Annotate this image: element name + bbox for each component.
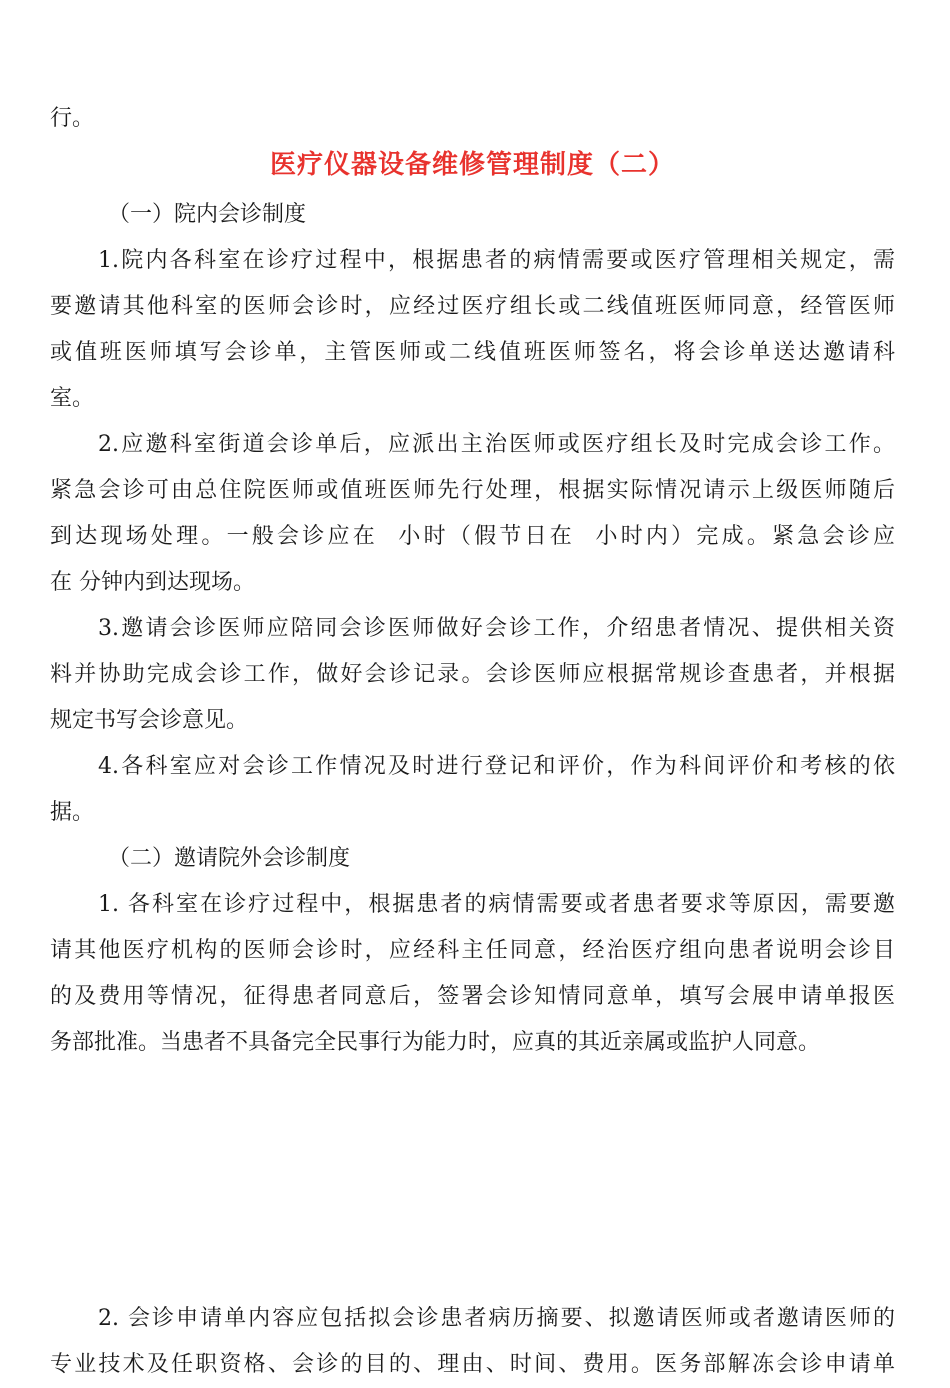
paragraph xyxy=(50,606,895,744)
document-title: 医疗仪器设备维修管理制度（二） xyxy=(269,150,675,180)
paragraph-line: 据。 xyxy=(50,800,95,825)
paragraph-line: 到达现场处理。一般会诊应在 小时（假节日在 小时内）完成。紧急会诊应 xyxy=(50,524,895,549)
paragraph-line: 在 分钟内到达现场。 xyxy=(50,570,255,595)
section-heading: （二）邀请院外会诊制度 xyxy=(108,846,351,871)
paragraph-line: 专业技术及任职资格、会诊的目的、理由、时间、费用。医务部解冻会诊申请单 xyxy=(50,1352,895,1377)
paragraph-line: 规定书写会诊意见。 xyxy=(50,708,249,733)
paragraph xyxy=(50,882,895,1066)
paragraph xyxy=(50,1296,895,1388)
paragraph-line: 2.应邀科室街道会诊单后，应派出主治医师或医疗组长及时完成会诊工作。 xyxy=(98,432,895,457)
paragraph xyxy=(50,744,895,836)
paragraph-line: 的及费用等情况，征得患者同意后，签署会诊知情同意单，填写会展申请单报医 xyxy=(50,984,895,1009)
paragraph-line: 务部批准。当患者不具备完全民事行为能力时，应真的其近亲属或监护人同意。 xyxy=(50,1030,821,1055)
paragraph-line: 料并协助完成会诊工作，做好会诊记录。会诊医师应根据常规诊查患者，并根据 xyxy=(50,662,895,687)
paragraph-line: 或值班医师填写会诊单，主管医师或二线值班医师签名，将会诊单送达邀请科 xyxy=(50,340,895,365)
paragraph-line: 1. 各科室在诊疗过程中，根据患者的病情需要或者患者要求等原因，需要邀 xyxy=(98,892,895,917)
document-page xyxy=(50,96,895,1388)
section-heading: （一）院内会诊制度 xyxy=(108,202,307,227)
paragraph-line: 1.院内各科室在诊疗过程中，根据患者的病情需要或医疗管理相关规定，需 xyxy=(98,248,895,273)
continuation-fragment: 行。 xyxy=(50,106,95,131)
paragraph-line: 紧急会诊可由总住院医师或值班医师先行处理，根据实际情况请示上级医师随后 xyxy=(50,478,895,503)
paragraph-line: 室。 xyxy=(50,386,95,411)
paragraph-line: 请其他医疗机构的医师会诊时，应经科主任同意，经治医疗组向患者说明会诊目 xyxy=(50,938,895,963)
page-break-gap xyxy=(50,1066,895,1296)
paragraph xyxy=(50,238,895,422)
paragraph-line: 2. 会诊申请单内容应包括拟会诊患者病历摘要、拟邀请医师或者邀请医师的 xyxy=(98,1306,895,1331)
paragraph xyxy=(50,422,895,606)
paragraph-line: 4.各科室应对会诊工作情况及时进行登记和评价，作为科间评价和考核的依 xyxy=(98,754,895,779)
paragraph-line: 要邀请其他科室的医师会诊时，应经过医疗组长或二线值班医师同意，经管医师 xyxy=(50,294,895,319)
paragraph-line: 3.邀请会诊医师应陪同会诊医师做好会诊工作，介绍患者情况、提供相关资 xyxy=(98,616,895,641)
